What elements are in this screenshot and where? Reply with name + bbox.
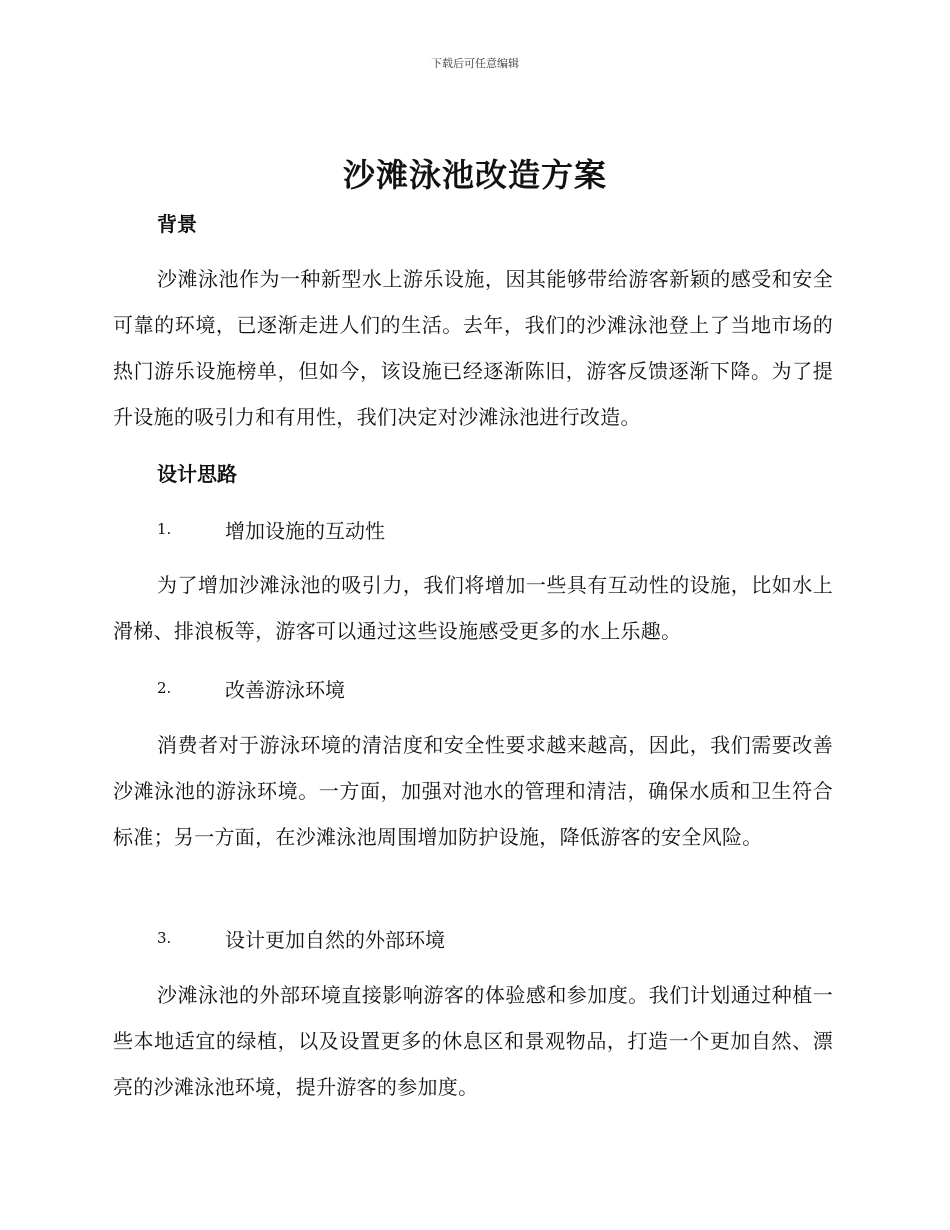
list-item-1 xyxy=(157,514,385,544)
document-title: 沙滩泳池改造方案 xyxy=(342,156,607,194)
list-item-2 xyxy=(157,673,345,703)
item-2-paragraph: 消费者对于游泳环境的清洁度和安全性要求越来越高，因此，我们需要改善沙滩泳池的游泳环境。一方面，加强对池水的管理和清洁，确保水质和卫生符合标准；另一方面，在沙滩泳池周围增加防护设施，降低游客的安全风险。 xyxy=(113,733,833,849)
section-heading-design: 设计思路 xyxy=(157,462,237,486)
header-note: 下载后可任意编辑 xyxy=(431,57,519,70)
list-number: 1. xyxy=(157,520,172,538)
list-item-title: 增加设施的互动性 xyxy=(225,518,385,543)
list-number: 2. xyxy=(157,679,172,697)
item-1-paragraph: 为了增加沙滩泳池的吸引力，我们将增加一些具有互动性的设施，比如水上滑梯、排浪板等，游客可以通过这些设施感受更多的水上乐趣。 xyxy=(113,573,833,643)
item-3-paragraph: 沙滩泳池的外部环境直接影响游客的体验感和参加度。我们计划通过种植一些本地适宜的绿植，以及设置更多的休息区和景观物品，打造一个更加自然、漂亮的沙滩泳池环境，提升游客的参加度。 xyxy=(113,983,833,1099)
background-paragraph: 沙滩泳池作为一种新型水上游乐设施，因其能够带给游客新颖的感受和安全可靠的环境，已逐渐走进人们的生活。去年，我们的沙滩泳池登上了当地市场的热门游乐设施榜单，但如今，该设施已经逐渐陈旧，游客反馈逐渐下降。为了提升设施的吸引力和有用性，我们决定对沙滩泳池进行改造。 xyxy=(113,267,833,429)
list-item-3 xyxy=(157,923,445,953)
section-heading-background: 背景 xyxy=(157,212,197,236)
list-number: 3. xyxy=(157,929,172,947)
list-item-title: 改善游泳环境 xyxy=(225,677,345,702)
list-item-title: 设计更加自然的外部环境 xyxy=(225,927,445,952)
